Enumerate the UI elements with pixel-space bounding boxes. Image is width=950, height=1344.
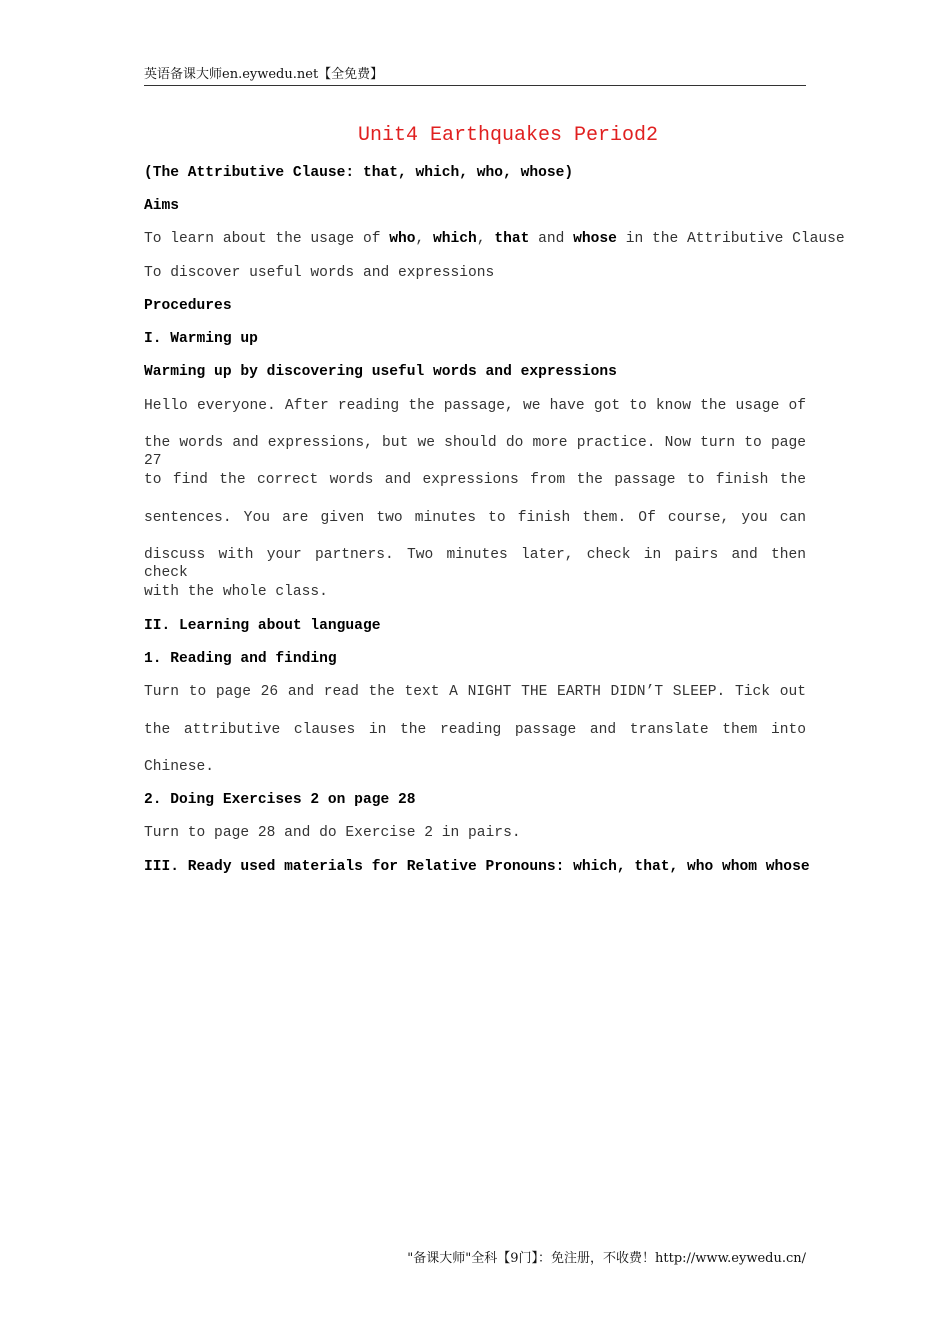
paragraph-line: Turn to page 26 and read the text A NIGHT THE EARTH DIDN’T SLEEP. Tick out (144, 684, 806, 700)
page-title: Unit4 Earthquakes Period2 (357, 124, 659, 147)
section-2-heading: II. Learning about language (144, 618, 381, 634)
paragraph-line: to find the correct words and expressions from the passage to finish the (144, 472, 806, 488)
section-1-subheading: Warming up by discovering useful words and expressions (144, 364, 617, 380)
keyword-that: that (494, 231, 530, 247)
subtitle: (The Attributive Clause: that, which, who, whose) (144, 165, 574, 181)
paragraph-line: Hello everyone. After reading the passage, we have got to know the usage of (144, 398, 806, 414)
paragraph-line: sentences. You are given two minutes to finish them. Of course, you can (144, 510, 806, 526)
aims-sep-1: , (415, 231, 434, 247)
paragraph-line: the words and expressions, but we should do more practice. Now turn to page 27 (144, 435, 806, 469)
exercise-instruction: Turn to page 28 and do Exercise 2 in pairs. (144, 825, 521, 841)
aims-heading: Aims (144, 198, 180, 214)
aims-text-post: in the Attributive Clause (616, 231, 845, 247)
keyword-who: who (389, 231, 416, 247)
paragraph-line: the attributive clauses in the reading passage and translate them into (144, 722, 806, 738)
section-2-sub-1: 1. Reading and finding (144, 651, 337, 667)
aims-line-1 (144, 230, 845, 248)
aims-text-mid: and (529, 231, 574, 247)
aims-text-pre: To learn about the usage of (144, 231, 390, 247)
paragraph-line: discuss with your partners. Two minutes later, check in pairs and then check (144, 547, 806, 581)
procedures-heading: Procedures (144, 298, 232, 314)
section-2-sub-2: 2. Doing Exercises 2 on page 28 (144, 792, 416, 808)
section-1-heading: I. Warming up (144, 331, 258, 347)
page-footer: "备课大师"全科【9门】：免注册，不收费！http://www.eywedu.cn/ (407, 1251, 806, 1266)
paragraph-line: with the whole class. (144, 584, 328, 600)
paragraph-line: Chinese. (144, 759, 215, 775)
section-3-heading: III. Ready used materials for Relative Pronouns: which, that, who whom whose (144, 859, 810, 875)
keyword-which: which (433, 231, 477, 247)
aims-line-2: To discover useful words and expressions (144, 265, 495, 281)
page-header: 英语备课大师en.eywedu.net【全免费】 (144, 66, 806, 86)
keyword-whose: whose (573, 231, 617, 247)
aims-sep-2: , (476, 231, 495, 247)
